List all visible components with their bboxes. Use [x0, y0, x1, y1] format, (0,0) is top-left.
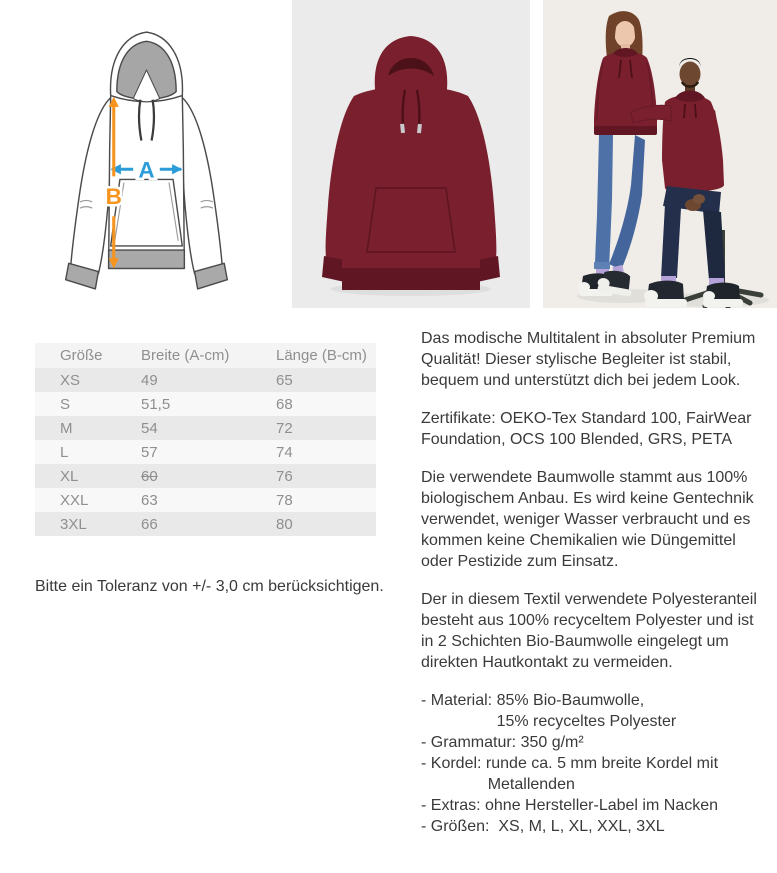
cell-width: 57	[140, 440, 275, 464]
cell-size: XS	[35, 368, 140, 392]
cell-length: 68	[275, 392, 376, 416]
spec-material-2: 15% recyceltes Polyester	[421, 713, 677, 730]
cell-length: 65	[275, 368, 376, 392]
col-header-size: Größe	[35, 343, 140, 368]
cell-size: M	[35, 416, 140, 440]
cell-size: L	[35, 440, 140, 464]
table-row-3xl	[35, 512, 376, 536]
models-photo	[543, 0, 777, 308]
table-row-xl	[35, 464, 376, 488]
spec-kordel: - Kordel: runde ca. 5 mm breite Kordel mit	[421, 755, 719, 772]
cell-length: 76	[275, 464, 376, 488]
measure-a-label: A	[138, 157, 155, 183]
cell-size: XL	[35, 464, 140, 488]
size-diagram-image	[52, 26, 242, 292]
size-table-header-row	[35, 343, 376, 368]
cell-size: 3XL	[35, 512, 140, 536]
col-header-width: Breite (A-cm)	[140, 343, 275, 368]
table-row-xs	[35, 368, 376, 392]
col-header-length: Länge (B-cm)	[275, 343, 376, 368]
table-row-s	[35, 392, 376, 416]
cell-size: XXL	[35, 488, 140, 512]
cell-width: 51,5	[140, 392, 275, 416]
spec-extras: - Extras: ohne Hersteller-Label im Nacken	[421, 797, 719, 814]
cell-width: 49	[140, 368, 275, 392]
spec-groessen: - Größen: XS, M, L, XL, XXL, 3XL	[421, 818, 665, 835]
spec-list	[421, 690, 757, 837]
cell-size: S	[35, 392, 140, 416]
cell-length: 80	[275, 512, 376, 536]
measure-b-label: B	[105, 184, 122, 210]
models-illustration	[543, 0, 777, 308]
cell-width: 66	[140, 512, 275, 536]
cell-width: 63	[140, 488, 275, 512]
table-row-m	[35, 416, 376, 440]
cell-width: 60	[140, 464, 275, 488]
cell-length: 78	[275, 488, 376, 512]
size-table	[35, 343, 376, 536]
spec-grammatur: - Grammatur: 350 g/m²	[421, 734, 584, 751]
cell-length: 72	[275, 416, 376, 440]
hoodie-measurement-diagram	[52, 26, 242, 292]
spec-material: - Material: 85% Bio-Baumwolle,	[421, 692, 645, 709]
product-photo	[292, 0, 530, 308]
table-row-xxl	[35, 488, 376, 512]
cotton-paragraph: Die verwendete Baumwolle stammt aus 100% biologischem Anbau. Es wird keine Gentechnik verwendet, weniger Wasser verbraucht und es kommen keine Chemikalien wie Düngemittel oder Pestizide zum Einsatz.	[421, 469, 754, 570]
tolerance-note: Bitte ein Toleranz von +/- 3,0 cm berücksichtigen.	[35, 578, 384, 595]
cell-length: 74	[275, 440, 376, 464]
product-description	[421, 328, 757, 837]
table-row-l	[35, 440, 376, 464]
certificates-paragraph: Zertifikate: OEKO-Tex Standard 100, FairWear Foundation, OCS 100 Blended, GRS, PETA	[421, 410, 752, 448]
cell-width: 54	[140, 416, 275, 440]
spec-kordel-2: Metallenden	[421, 776, 575, 793]
polyester-paragraph: Der in diesem Textil verwendete Polyesteranteil besteht aus 100% recyceltem Polyester und ist in 2 Schichten Bio-Baumwolle eingelegt um direkten Hautkontakt zu vermeiden.	[421, 591, 757, 671]
description-paragraph: Das modische Multitalent in absoluter Premium Qualität! Dieser stylische Begleiter ist stabil, bequem und unterstützt dich bei jedem Look.	[421, 330, 756, 389]
hoodie-front-illustration	[292, 0, 530, 308]
